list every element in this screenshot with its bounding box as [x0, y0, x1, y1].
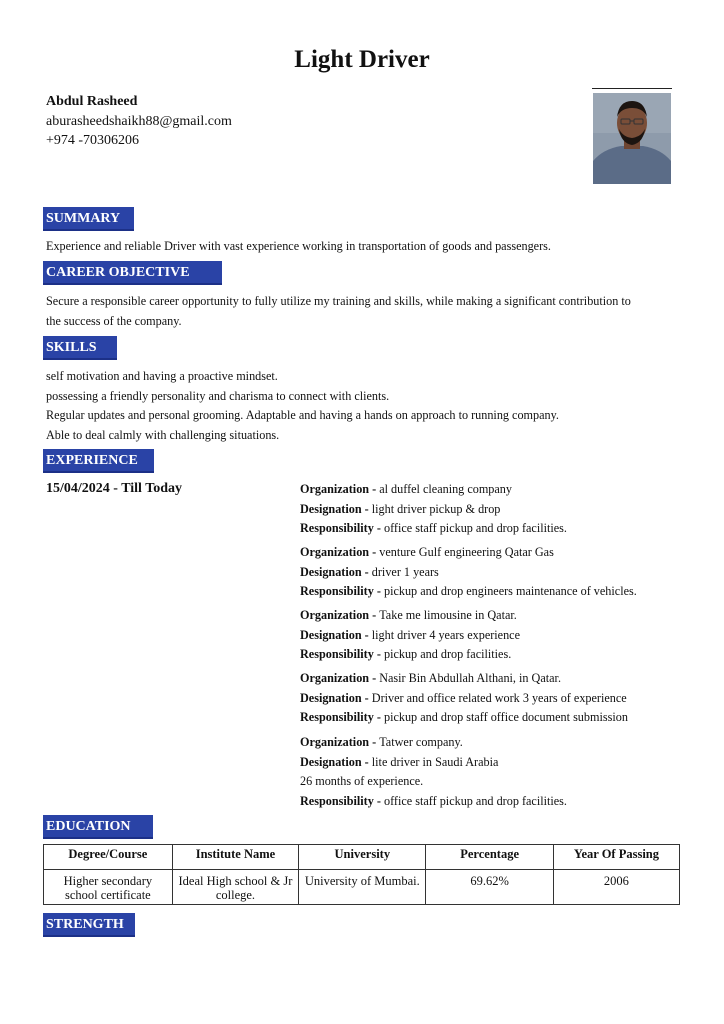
- objective-text: Secure a responsible career opportunity to fully utilize my training and skills, while making a significant contribution to the success of the company.: [46, 294, 631, 328]
- table-cell: Higher secondary school certificate: [44, 870, 173, 905]
- experience-line: Organization - Nasir Bin Abdullah Althani, in Qatar.: [300, 671, 561, 685]
- section-career-objective: CAREER OBJECTIVE: [43, 261, 222, 285]
- experience-line: Responsibility - pickup and drop facilities.: [300, 647, 512, 662]
- summary-text: Experience and reliable Driver with vast experience working in transportation of goods and passengers.: [46, 239, 551, 253]
- column-header: Year Of Passing: [553, 845, 679, 870]
- experience-line: Designation - driver 1 years: [300, 564, 439, 579]
- skills-list: [46, 367, 686, 445]
- experience-line: Organization - venture Gulf engineering Qatar Gas: [300, 545, 554, 559]
- experience-line: Responsibility - pickup and drop staff office document submission: [300, 710, 628, 725]
- experience-line: 26 months of experience.: [300, 774, 424, 789]
- list-item: possessing a friendly personality and charisma to connect with clients.: [46, 388, 390, 403]
- experience-line: Responsibility - office staff pickup and drop facilities.: [300, 521, 567, 536]
- column-header: Institute Name: [172, 845, 298, 870]
- experience-line: Organization - Take me limousine in Qatar.: [300, 608, 517, 622]
- list-item: Regular updates and personal grooming. Adaptable and having a hands on approach to running company.: [46, 408, 559, 423]
- table-cell: 69.62%: [426, 870, 553, 905]
- column-header: University: [299, 845, 426, 870]
- experience-line: Designation - light driver 4 years experience: [300, 627, 520, 642]
- table-header-row: [44, 845, 680, 870]
- experience-entry: [300, 543, 705, 602]
- experience-entry: [300, 669, 705, 728]
- experience-date-range: 15/04/2024 - Till Today: [46, 481, 183, 496]
- experience-line: Organization - al duffel cleaning company: [300, 482, 512, 496]
- experience-entry: [300, 606, 705, 665]
- email-address[interactable]: aburasheedshaikh88@gmail.com: [46, 114, 232, 129]
- experience-line: Designation - Driver and office related work 3 years of experience: [300, 690, 627, 705]
- section-skills: SKILLS: [43, 336, 117, 360]
- education-table: [43, 844, 680, 905]
- column-header: Percentage: [426, 845, 553, 870]
- list-item: self motivation and having a proactive mindset.: [46, 369, 278, 383]
- section-experience: EXPERIENCE: [43, 449, 154, 473]
- phone-number: +974 -70306206: [46, 133, 140, 148]
- photo-top-rule: [592, 88, 672, 89]
- candidate-name: Abdul Rasheed: [46, 94, 138, 109]
- section-education: EDUCATION: [43, 815, 153, 839]
- section-strength: STRENGTH: [43, 913, 135, 937]
- table-cell: University of Mumbai.: [299, 870, 426, 905]
- table-cell: 2006: [553, 870, 679, 905]
- column-header: Degree/Course: [44, 845, 173, 870]
- resume-title: Light Driver: [294, 46, 430, 73]
- table-row: [44, 870, 680, 905]
- experience-line: Responsibility - office staff pickup and drop facilities.: [300, 793, 567, 808]
- list-item: Able to deal calmly with challenging situations.: [46, 427, 280, 442]
- experience-entry: [300, 480, 705, 539]
- section-summary: SUMMARY: [43, 207, 134, 231]
- experience-line: Designation - lite driver in Saudi Arabia: [300, 754, 499, 769]
- profile-photo: [593, 93, 671, 184]
- table-cell: Ideal High school & Jr college.: [172, 870, 298, 905]
- experience-line: Responsibility - pickup and drop engineers maintenance of vehicles.: [300, 584, 637, 599]
- experience-line: Organization - Tatwer company.: [300, 735, 463, 749]
- experience-entry: [300, 733, 705, 811]
- experience-line: Designation - light driver pickup & drop: [300, 501, 501, 516]
